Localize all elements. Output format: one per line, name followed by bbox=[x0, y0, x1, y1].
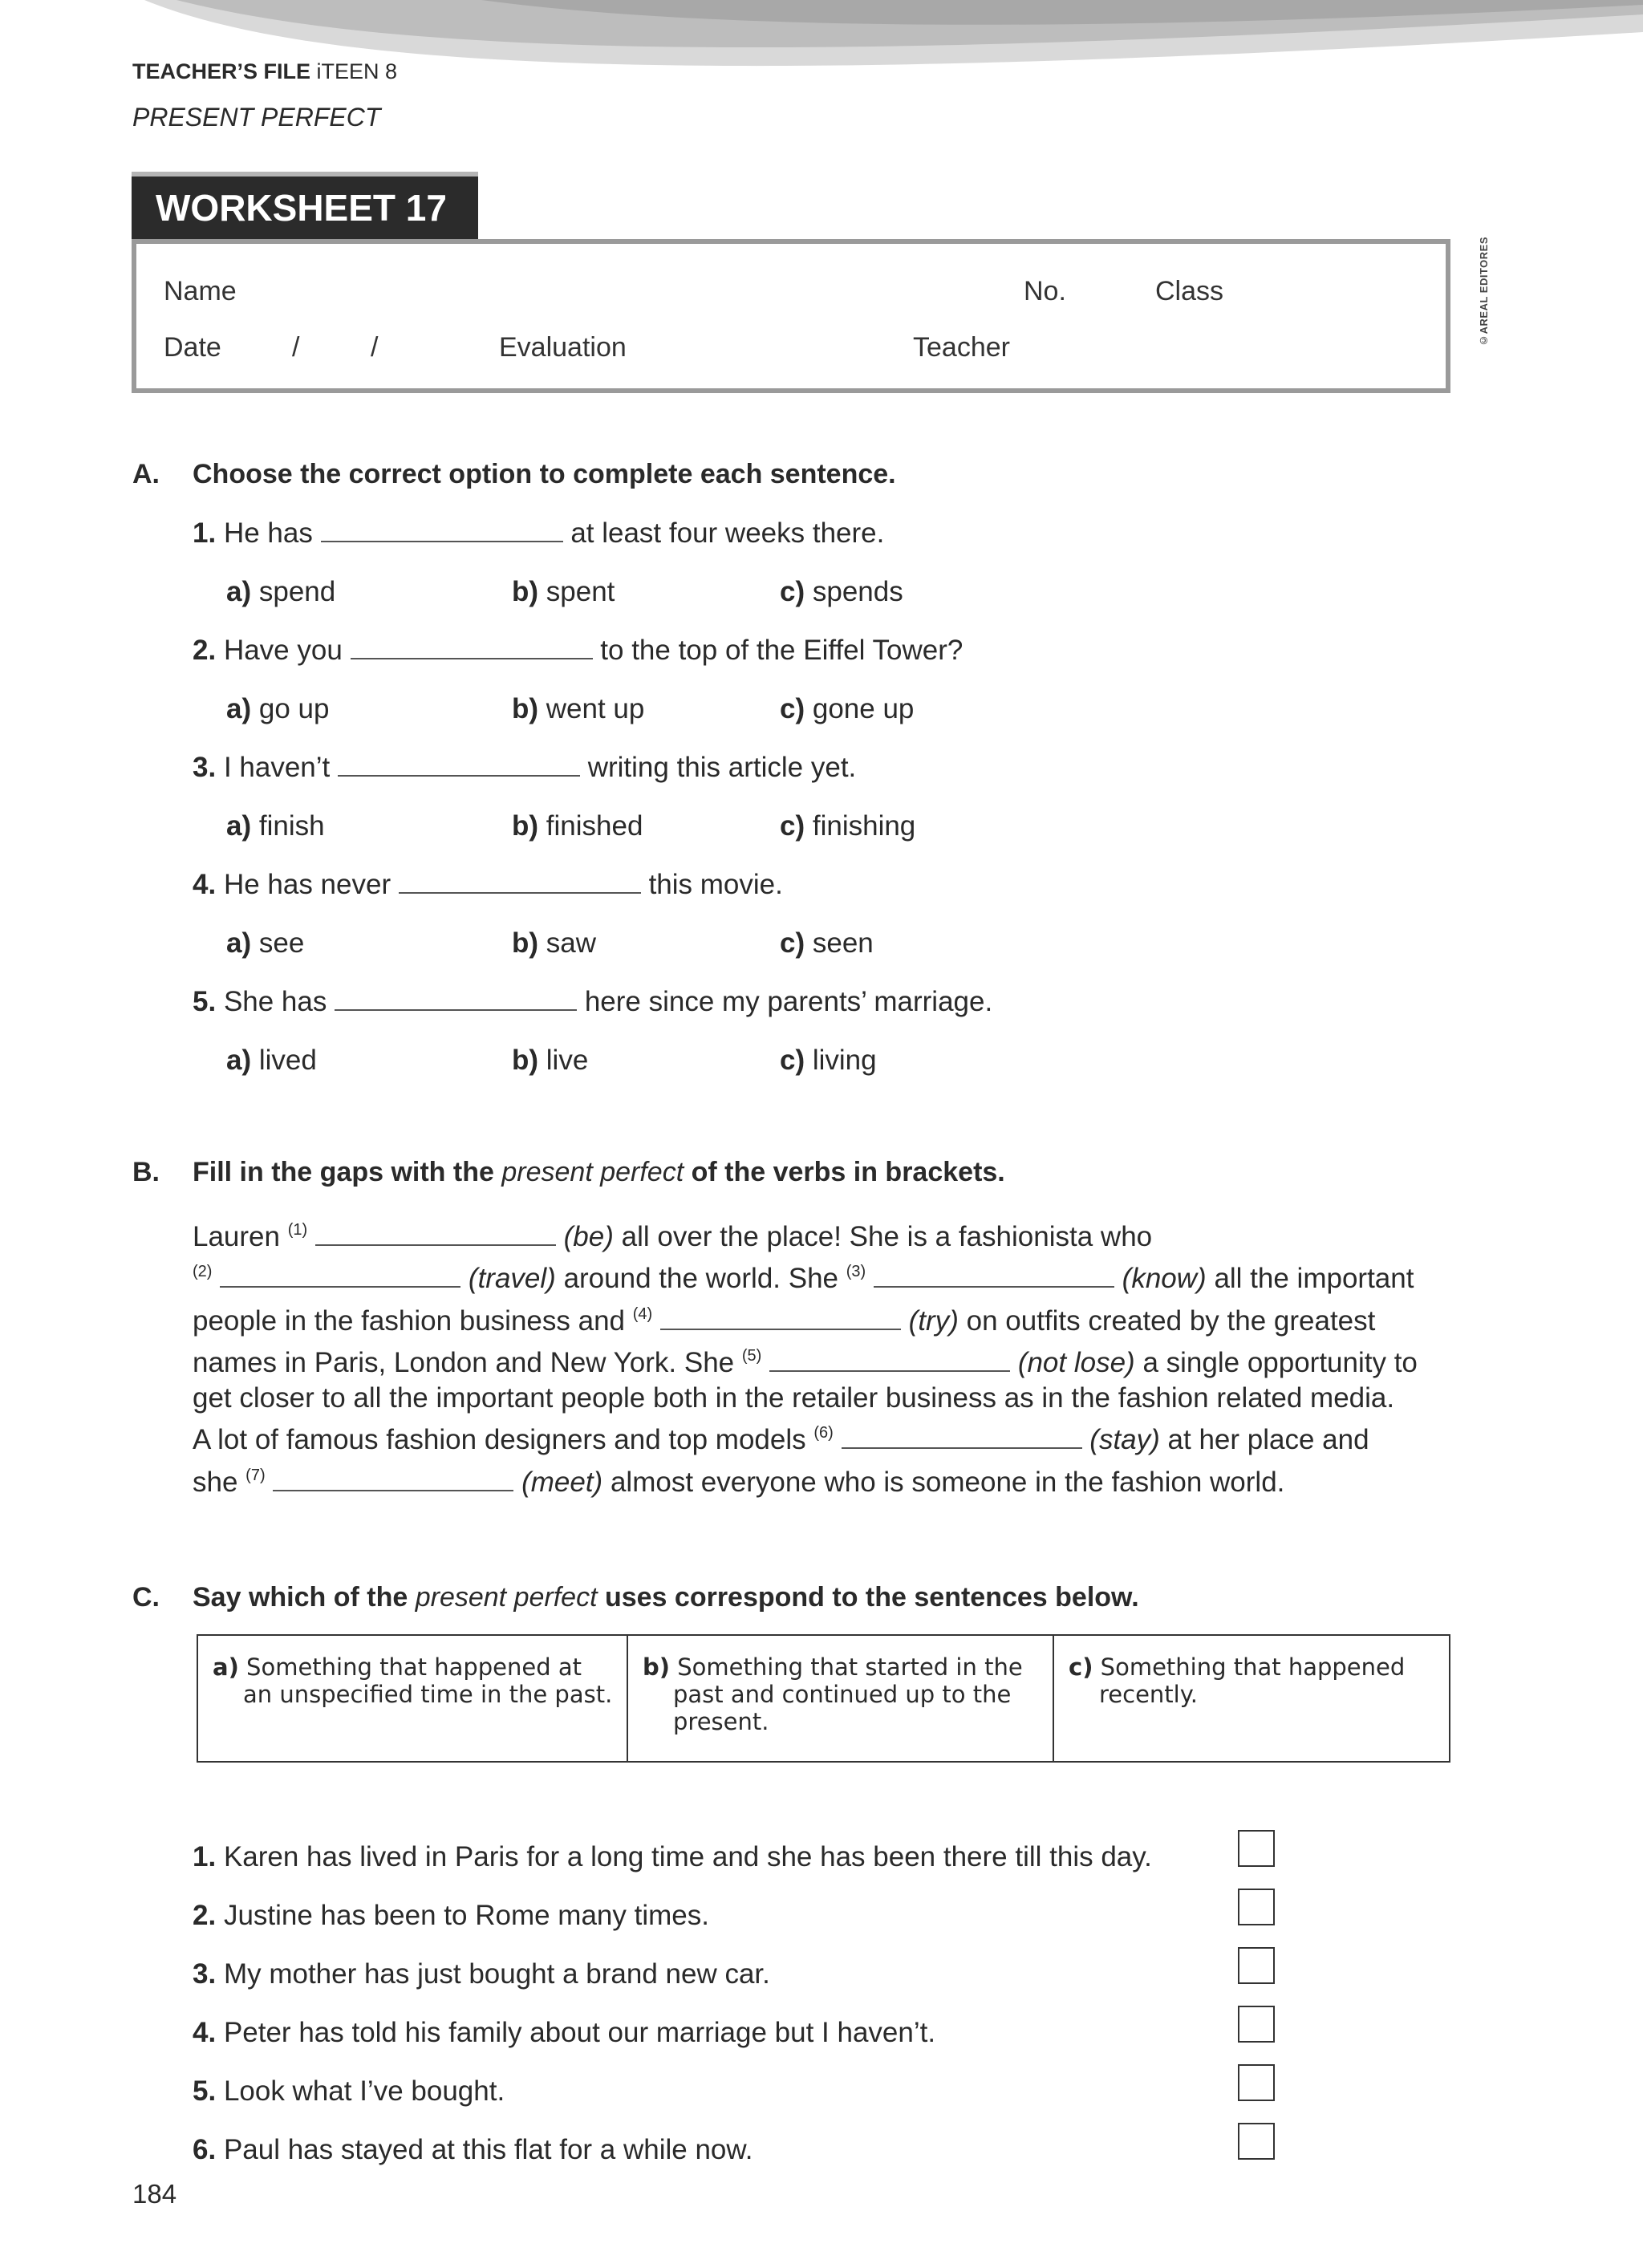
sentence-2: 2. Justine has been to Rome many times. bbox=[193, 1900, 709, 1931]
question-5-option-b[interactable]: b) live bbox=[512, 1045, 589, 1076]
question-2-option-c[interactable]: c) gone up bbox=[780, 693, 915, 724]
section-c-title: Say which of the present perfect uses correspond to the sentences below. bbox=[193, 1582, 1139, 1613]
question-3: 3. I haven’t writing this article yet. bbox=[193, 752, 857, 783]
paragraph-line-7: she $^{(7)}$ (meet) almost everyone who is someone in the fashion world. bbox=[193, 1467, 1285, 1498]
answer-checkbox-5[interactable] bbox=[1238, 2064, 1275, 2101]
question-4-option-c[interactable]: c) seen bbox=[780, 927, 874, 959]
answer-blank[interactable] bbox=[338, 774, 580, 777]
teachers-file-label: TEACHER’S FILE iTEEN 8 bbox=[132, 59, 398, 83]
info-row-1 bbox=[164, 276, 1423, 308]
question-4-option-a[interactable]: a) see bbox=[226, 927, 305, 959]
topic-subtitle: PRESENT PERFECT bbox=[132, 103, 381, 132]
section-c-letter: C. bbox=[132, 1582, 160, 1613]
gap-5[interactable] bbox=[769, 1369, 1010, 1372]
class-label: Class bbox=[1155, 276, 1224, 306]
sentence-1: 1. Karen has lived in Paris for a long time and she has been there till this day. bbox=[193, 1841, 1152, 1872]
worksheet-title: WORKSHEET 17 bbox=[132, 176, 478, 239]
question-4-option-b[interactable]: b) saw bbox=[512, 927, 597, 959]
page-number: 184 bbox=[132, 2179, 177, 2209]
uses-table bbox=[197, 1634, 1450, 1763]
answer-checkbox-6[interactable] bbox=[1238, 2123, 1275, 2160]
teacher-label: Teacher bbox=[913, 332, 1010, 363]
question-5: 5. She has here since my parents’ marriage. bbox=[193, 986, 993, 1017]
header-swoosh-graphic bbox=[0, 0, 1643, 104]
copyright-notice: ©AREAL EDITORES bbox=[1478, 237, 1490, 347]
answer-checkbox-2[interactable] bbox=[1238, 1889, 1275, 1925]
sentence-4: 4. Peter has told his family about our marriage but I haven’t. bbox=[193, 2017, 936, 2048]
answer-checkbox-3[interactable] bbox=[1238, 1947, 1275, 1984]
section-a-letter: A. bbox=[132, 459, 160, 489]
gap-6[interactable] bbox=[842, 1446, 1082, 1449]
question-3-option-a[interactable]: a) finish bbox=[226, 810, 325, 842]
date-separator: / bbox=[371, 332, 379, 363]
paragraph-line-5: get closer to all the important people both in the retailer business as in the fashion related media. bbox=[193, 1382, 1395, 1414]
question-2-option-a[interactable]: a) go up bbox=[226, 693, 330, 724]
evaluation-label: Evaluation bbox=[499, 332, 627, 363]
question-5-option-c[interactable]: c) living bbox=[780, 1045, 877, 1076]
answer-blank[interactable] bbox=[335, 1008, 577, 1011]
section-a-title: Choose the correct option to complete each sentence. bbox=[193, 459, 896, 489]
answer-blank[interactable] bbox=[321, 540, 563, 542]
gap-1[interactable] bbox=[315, 1244, 556, 1246]
section-b-title: Fill in the gaps with the present perfect of the verbs in brackets. bbox=[193, 1157, 1005, 1187]
paragraph-line-3: people in the fashion business and $^{(4)}$ (try) on outfits created by the greatest bbox=[193, 1305, 1376, 1337]
no-label: No. bbox=[1024, 276, 1066, 306]
info-row-2 bbox=[164, 332, 1423, 364]
date-separator: / bbox=[292, 332, 300, 363]
question-2: 2. Have you to the top of the Eiffel Tower? bbox=[193, 635, 963, 666]
gap-3[interactable] bbox=[874, 1285, 1114, 1288]
question-1-option-a[interactable]: a) spend bbox=[226, 576, 336, 607]
paragraph-line-1: Lauren $^{(1)}$ (be) all over the place! She is a fashionista who bbox=[193, 1221, 1153, 1252]
sentence-6: 6. Paul has stayed at this flat for a while now. bbox=[193, 2134, 753, 2165]
sentence-5: 5. Look what I’ve bought. bbox=[193, 2075, 505, 2107]
question-1-option-c[interactable]: c) spends bbox=[780, 576, 903, 607]
question-3-option-b[interactable]: b) finished bbox=[512, 810, 643, 842]
sentence-3: 3. My mother has just bought a brand new car. bbox=[193, 1958, 770, 1990]
answer-blank[interactable] bbox=[351, 657, 593, 659]
paragraph-line-4: names in Paris, London and New York. She $^{(5)}$ (not lose) a single opportunity to bbox=[193, 1347, 1418, 1378]
use-c-cell: c) Something that happened recently. bbox=[1053, 1635, 1450, 1762]
use-b-cell: b) Something that started in the past and continued up to the present. bbox=[627, 1635, 1053, 1762]
gap-2[interactable] bbox=[220, 1285, 460, 1288]
gap-7[interactable] bbox=[273, 1489, 513, 1491]
student-info-box bbox=[132, 239, 1450, 393]
name-label: Name bbox=[164, 276, 237, 306]
gap-4[interactable] bbox=[660, 1328, 901, 1330]
question-1-option-b[interactable]: b) spent bbox=[512, 576, 615, 607]
use-a-cell: a) Something that happened at an unspecified time in the past. bbox=[197, 1635, 627, 1762]
date-label: Date bbox=[164, 332, 221, 363]
answer-checkbox-4[interactable] bbox=[1238, 2006, 1275, 2043]
paragraph-line-2: $^{(2)}$ (travel) around the world. She $^{(3)}$ (know) all the important bbox=[193, 1263, 1414, 1294]
question-4: 4. He has never this movie. bbox=[193, 869, 783, 900]
section-b-letter: B. bbox=[132, 1157, 160, 1187]
question-3-option-c[interactable]: c) finishing bbox=[780, 810, 916, 842]
answer-checkbox-1[interactable] bbox=[1238, 1830, 1275, 1867]
question-2-option-b[interactable]: b) went up bbox=[512, 693, 645, 724]
paragraph-line-6: A lot of famous fashion designers and top models $^{(6)}$ (stay) at her place and bbox=[193, 1424, 1369, 1455]
answer-blank[interactable] bbox=[399, 891, 641, 894]
question-1: 1. He has at least four weeks there. bbox=[193, 517, 885, 549]
question-5-option-a[interactable]: a) lived bbox=[226, 1045, 317, 1076]
